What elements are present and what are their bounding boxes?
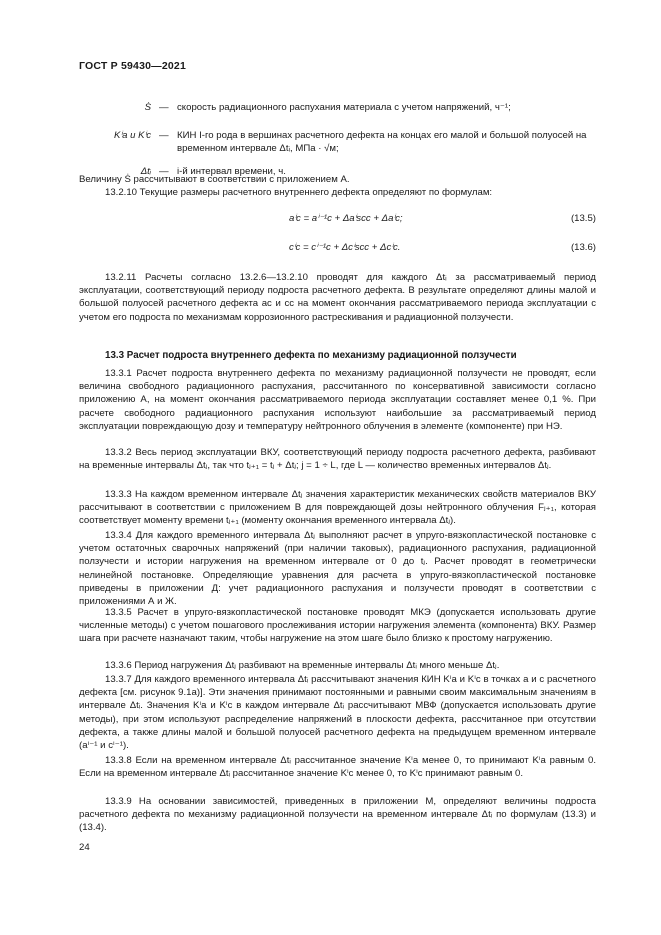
section-title: 13.3 Расчет подроста внутреннего дефекта по механизму радиационной ползучести [105,350,517,361]
equation-13-6 [79,242,596,256]
paragraph-13-3-8: 13.3.8 Если на временном интервале Δtᵢ рассчитанное значение Kⁱa менее 0, то принимают Kⁱa равным 0. Если на временном интервале Δtᵢ рассчитанное значение Kⁱc менее 0, то Kⁱc принимают равным 0. [79,755,596,780]
equation-number: (13.6) [570,242,596,253]
paragraph-13-3-7: 13.3.7 Для каждого временного интервала Δtᵢ рассчитывают значения КИН Kⁱa и Kⁱc в точках a и c расчетного дефекта [см. рисунок 9.1а)]. Эти значения принимают постоянными и равными своим максимальным значениям в интервале Δtᵢ. Значения Kⁱa и Kⁱc в каждом интервале Δtᵢ рассчитывают МВФ (допускается использовать другие методы), при этом используют распределение напряжений в плоскости дефекта, рассчитанное при отсутствии дефекта, а также длины малой и большой полуосей расчетного дефекта на предыдущем временном интервале (aⁱ⁻¹ и cⁱ⁻¹). [79,674,596,752]
paragraph-13-2-11: 13.2.11 Расчеты согласно 13.2.6—13.2.10 проводят для каждого Δtᵢ за рассматриваемый период эксплуатации, соответствующий периоду подроста расчетного дефекта. В результате определяют длины малой и большой полуосей расчетного дефекта ac и cc на момент окончания рассматриваемого периода эксплуатации с учетом его подроста по механизмам коррозионного растрескивания и радиационной ползучести. [79,272,596,323]
paragraph-13-3-9: 13.3.9 На основании зависимостей, приведенных в приложении М, определяют величины подроста расчетного дефекта по механизму радиационной ползучести на временном интервале Δtᵢ по формулам (13.3) и (13.4). [79,796,596,834]
definition-text: скорость радиационного распухания материала с учетом напряжений, ч⁻¹; [177,102,511,113]
paragraph-13-3-6: 13.3.6 Период нагружения Δtⱼ разбивают на временные интервалы Δtᵢ много меньше Δtⱼ. [105,660,500,671]
paragraph-13-3-2: 13.3.2 Весь период эксплуатации ВКУ, соответствующий периоду подроста расчетного дефекта, разбивают на временные интервалы Δtⱼ, так что tⱼ₊₁ = tⱼ + Δtⱼ; j = 1 ÷ L, где L — количество временных интервалов Δtⱼ. [79,447,596,472]
paragraph-13-3-3: 13.3.3 На каждом временном интервале Δtⱼ значения характеристик механических свойств материалов ВКУ рассчитывают в соответствии с приложением В для повреждающей дозы нейтронного облучения Fⱼ₊₁, которая соответствует моменту времени tⱼ₊₁ (моменту окончания временного интервала Δtⱼ). [79,489,596,527]
definition-dash: — [159,102,169,113]
paragraph-13-3-4: 13.3.4 Для каждого временного интервала Δtⱼ выполняют расчет в упруго-вязкопластической постановке с учетом остаточных сварочных напряжений (при наличии таковых), радиационного распухания, радиационной ползучести и истории нагружения на временном интервале от 0 до tⱼ. Расчет проводят в геометрически нелинейной постановке. Определяющие уравнения для расчета в упруго-вязкопластической постановке приведены в приложении Д: учет радиационного распухания и ползучести проводят в соответствии с приложениями А и Ж. [79,530,596,608]
equation-13-5 [79,213,596,227]
definition-text: КИН I-го рода в вершинах расчетного дефекта на концах его малой и большой полуосей на временном интервале Δtᵢ, МПа · √м; [177,130,587,155]
paragraph-13-3-5: 13.3.5 Расчет в упруго-вязкопластической постановке проводят МКЭ (допускается использовать другие численные методы) с учетом пошагового прослеживания истории нагружения элемента (компонента) ВКУ. Размер шага при расчете назначают таким, чтобы нагружение на этом шаге было близко к простому нагружению. [79,607,596,645]
definitions-list [79,101,596,179]
paragraph-13-3-1: 13.3.1 Расчет подроста внутреннего дефекта по механизму радиационной ползучести не проводят, если величина свободного радиационного распухания, рассчитанного по консервативной зависимости согласно приложению А, на момент окончания рассматриваемого периода эксплуатации составляет менее 0,1 %. При расчете свободного радиационного распухания используют наибольшие за рассматриваемый период эксплуатации повреждающую дозу и температуру нейтронного облучения в элементе (компоненте) при НЭ. [79,368,596,432]
definition-symbol: Δtᵢ [140,166,151,177]
equation-formula: aⁱc = aⁱ⁻¹c + Δaⁱscc + Δaⁱc; [289,213,403,224]
paragraph-13-2-10: 13.2.10 Текущие размеры расчетного внутреннего дефекта определяют по формулам: [105,187,493,198]
definition-dash: — [159,166,169,177]
definition-symbol: Ṡ [144,102,151,113]
document-header: ГОСТ Р 59430—2021 [79,60,187,72]
equation-number: (13.5) [570,213,596,224]
equation-formula: cⁱc = cⁱ⁻¹c + Δcⁱscc + Δcⁱc. [289,242,401,253]
definition-dash: — [159,130,169,141]
definition-symbol: Kⁱa и Kⁱc [113,130,151,141]
definition-item [79,129,596,165]
paragraph: Величину Ṡ рассчитывают в соответствии с приложением А. [79,174,350,185]
definition-text: i-й интервал времени, ч. [177,166,286,177]
page-number: 24 [79,842,90,853]
definition-item [79,101,596,129]
